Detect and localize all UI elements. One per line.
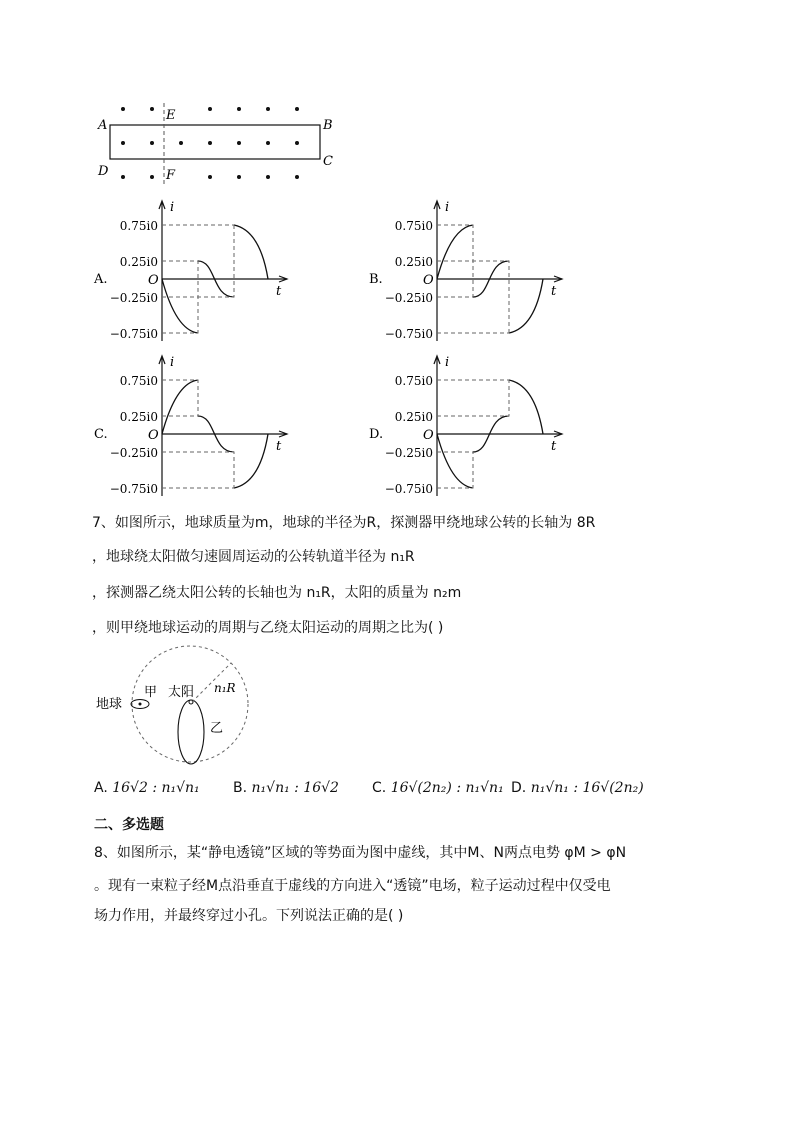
q7-option-b[interactable]: B. n₁√n₁ : 16√2 — [233, 780, 339, 796]
curve-segment — [437, 225, 473, 279]
option-letter: A. — [94, 272, 108, 287]
q7-line1: 7、如图所示，地球质量为m，地球的半径为R，探测器甲绕地球公转的长轴为 8R — [92, 515, 596, 531]
sun-label: 太阳 — [168, 685, 195, 700]
x-axis-label: t — [551, 284, 557, 299]
origin-label: O — [148, 273, 159, 288]
radius-label: n₁R — [214, 681, 236, 695]
section-title: 二、多选题 — [94, 817, 164, 833]
graph-option-b[interactable] — [367, 195, 577, 345]
curve-segment — [437, 434, 473, 488]
tick-label: −0.75i0 — [384, 482, 433, 496]
y-axis-label: i — [170, 355, 175, 370]
label-C: C — [323, 154, 333, 169]
tick-label: −0.25i0 — [109, 291, 158, 305]
q8-line2: 。现有一束粒子经M点沿垂直于虚线的方向进入“透镜”电场，粒子运动过程中仅受电 — [94, 878, 611, 894]
tick-label: 0.75i0 — [119, 374, 158, 388]
guide-line — [437, 380, 509, 416]
q8-line3: 场力作用，并最终穿过小孔。下列说法正确的是( ) — [94, 908, 404, 924]
q7-line4: ，则甲绕地球运动的周期与乙绕太阳运动的周期之比为( ) — [92, 620, 444, 636]
guide-line — [437, 452, 473, 488]
x-axis-label: t — [276, 284, 282, 299]
guide-line — [162, 452, 234, 488]
curve-segment — [234, 434, 268, 488]
curve-segment — [509, 279, 543, 333]
q7-option-c[interactable]: C. 16√(2n₂) : n₁√n₁ — [372, 780, 504, 796]
tick-label: −0.25i0 — [384, 446, 433, 460]
graph-option-a[interactable] — [92, 195, 302, 345]
guide-line — [162, 380, 198, 416]
q7-line3: ，探测器乙绕太阳公转的长轴也为 n₁R，太阳的质量为 n₂m — [92, 585, 462, 601]
tick-label: 0.25i0 — [394, 255, 433, 269]
tick-label: −0.75i0 — [109, 327, 158, 341]
tick-label: −0.75i0 — [384, 327, 433, 341]
option-letter: B. — [369, 272, 383, 287]
option-letter: C. — [94, 427, 108, 442]
graph-option-c[interactable] — [92, 350, 302, 500]
origin-label: O — [423, 273, 434, 288]
q7-line2: ，地球绕太阳做匀速圆周运动的公转轨道半径为 n₁R — [92, 549, 415, 565]
q7-option-a[interactable]: A. 16√2 : n₁√n₁ — [94, 780, 200, 796]
curve-segment — [509, 380, 543, 434]
origin-label: O — [423, 428, 434, 443]
q7-option-d[interactable]: D. n₁√n₁ : 16√(2n₂) — [511, 780, 644, 796]
curve-segment — [162, 380, 198, 434]
label-B: B — [323, 118, 333, 133]
tick-label: 0.25i0 — [394, 410, 433, 424]
field-figure — [90, 95, 350, 190]
tick-label: −0.25i0 — [109, 446, 158, 460]
q8-line1: 8、如图所示，某“静电透镜”区域的等势面为图中虚线，其中M、N两点电势 φM > φN — [94, 845, 627, 861]
tick-label: 0.25i0 — [119, 410, 158, 424]
tick-label: 0.75i0 — [394, 374, 433, 388]
y-axis-label: i — [445, 200, 450, 215]
x-axis-label: t — [551, 439, 557, 454]
label-D: D — [98, 164, 109, 179]
label-F: F — [166, 168, 176, 183]
tick-label: 0.25i0 — [119, 255, 158, 269]
label-A: A — [98, 118, 108, 133]
earth-label: 地球 — [96, 697, 123, 712]
tick-label: 0.75i0 — [394, 219, 433, 233]
yi-label: 乙 — [210, 721, 224, 736]
curve-segment — [162, 279, 198, 333]
jia-label: 甲 — [144, 685, 158, 700]
label-E: E — [166, 108, 176, 123]
option-letter: D. — [369, 427, 384, 442]
origin-label: O — [148, 428, 159, 443]
curve-segment — [234, 225, 268, 279]
y-axis-label: i — [170, 200, 175, 215]
tick-label: −0.25i0 — [384, 291, 433, 305]
graph-option-d[interactable] — [367, 350, 577, 500]
x-axis-label: t — [276, 439, 282, 454]
y-axis-label: i — [445, 355, 450, 370]
tick-label: 0.75i0 — [119, 219, 158, 233]
tick-label: −0.75i0 — [109, 482, 158, 496]
orbit-figure — [92, 640, 262, 770]
